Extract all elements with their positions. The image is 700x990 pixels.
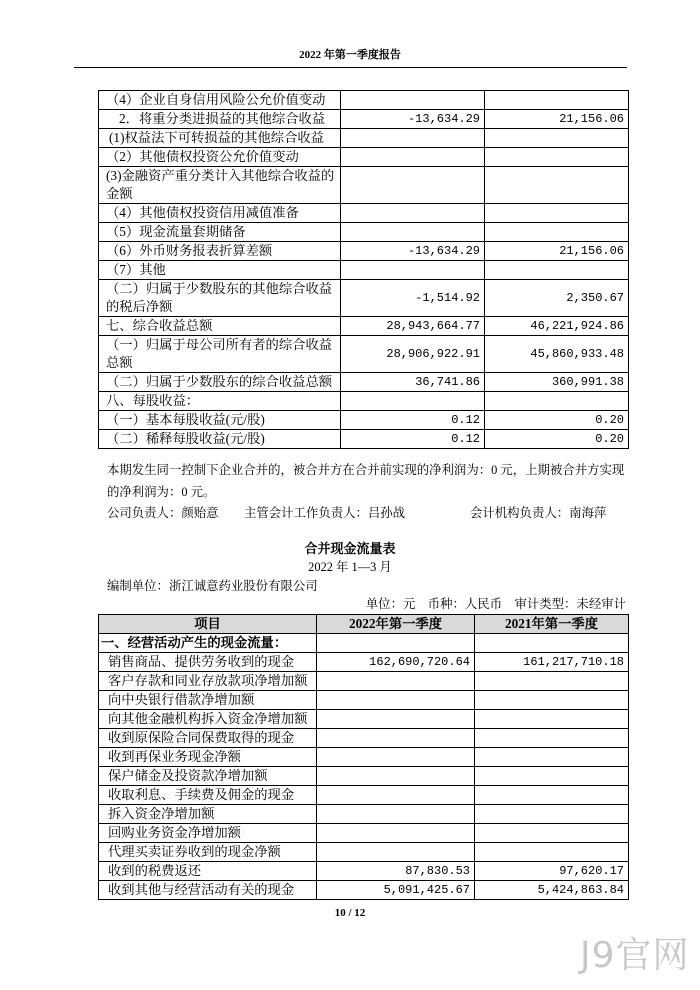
cash-flow-row [99,672,629,691]
income-table-row [99,430,629,449]
row-label: 收取利息、手续费及佣金的现金 [99,786,317,805]
row-label: 保户储金及投资款净增加额 [99,767,317,786]
current-period-value: 0.12 [341,430,485,449]
current-period-value [341,129,485,148]
prior-period-value: 2,350.67 [485,280,629,317]
current-period-value [317,786,475,805]
column-header-item: 项目 [99,615,317,634]
cash-flow-row [99,805,629,824]
row-label: 收到原保险合同保费取得的现金 [99,729,317,748]
current-period-value [341,91,485,110]
row-label: 向其他金融机构拆入资金净增加额 [99,710,317,729]
page-number: 10 / 12 [334,907,366,919]
current-period-value [317,767,475,786]
income-table-row [99,148,629,167]
current-period-value [317,729,475,748]
cash-flow-row [99,748,629,767]
column-header-prior-period: 2021年第一季度 [475,615,629,634]
prior-period-value [485,223,629,242]
row-label: 八、每股收益： [99,392,341,411]
row-label: （一）归属于母公司所有者的综合收益总额 [99,336,341,373]
prior-period-value [475,691,629,710]
income-table-row [99,167,629,204]
prior-period-value [475,672,629,691]
current-period-value [341,204,485,223]
prior-period-value [475,824,629,843]
cash-flow-row [99,862,629,881]
prior-period-value: 21,156.06 [485,110,629,129]
current-period-value [341,392,485,411]
row-label: 收到再保业务现金净额 [99,748,317,767]
income-table-row [99,373,629,392]
income-table-row [99,261,629,280]
row-label: 一、经营活动产生的现金流量： [99,634,317,653]
prior-period-value [475,748,629,767]
row-label: （4）其他债权投资信用减值准备 [99,204,341,223]
cash-flow-title: 合并现金流量表 [304,541,396,556]
current-period-value [317,672,475,691]
cash-flow-row [99,824,629,843]
income-table-row [99,223,629,242]
income-table-row [99,242,629,261]
row-label: （2）其他债权投资公允价值变动 [99,148,341,167]
report-header-title: 2022 年第一季度报告 [299,49,401,61]
row-label: （二）归属于少数股东的其他综合收益的税后净额 [99,280,341,317]
merger-note: 本期发生同一控制下企业合并的，被合并方在合并前实现的净利润为：0 元，上期被合并方实现的净利润为：0 元。 [107,463,625,499]
cash-flow-period: 2022 年 1—3 月 [308,560,392,574]
current-period-value [317,634,475,653]
current-period-value [341,223,485,242]
current-period-value [317,805,475,824]
cash-flow-row [99,767,629,786]
income-table-row [99,110,629,129]
prior-period-value [485,91,629,110]
prior-period-value [475,634,629,653]
current-period-value [341,148,485,167]
prior-period-value: 360,991.38 [485,373,629,392]
income-table-row [99,392,629,411]
current-period-value: -13,634.29 [341,242,485,261]
current-period-value: 162,690,720.64 [317,653,475,672]
row-label: (3)金融资产重分类计入其他综合收益的金额 [99,167,341,204]
current-period-value: 28,906,922.91 [341,336,485,373]
prior-period-value [485,167,629,204]
prior-period-value [475,729,629,748]
unit-currency-audit-line: 单位：元 币种：人民币 审计类型：未经审计 [365,597,626,611]
cash-flow-header-row [99,615,629,634]
prior-period-value: 0.20 [485,411,629,430]
income-table-row [99,280,629,317]
comprehensive-income-table [98,90,629,449]
cash-flow-row [99,729,629,748]
accounting-head-signature: 主管会计工作负责人：吕孙战 [244,506,406,520]
prior-period-value [485,261,629,280]
income-table-row [99,204,629,223]
prior-period-value [475,767,629,786]
current-period-value [341,261,485,280]
column-header-current-period: 2022年第一季度 [317,615,475,634]
current-period-value [317,691,475,710]
current-period-value: -1,514.92 [341,280,485,317]
row-label: 七、综合收益总额 [99,317,341,336]
current-period-value [317,824,475,843]
site-watermark: J9官网 [580,935,690,976]
cash-flow-table-body [99,634,629,900]
prior-period-value: 5,424,863.84 [475,881,629,900]
row-label: 2．将重分类进损益的其他综合收益 [99,110,341,129]
row-label: （7）其他 [99,261,341,280]
current-period-value: -13,634.29 [341,110,485,129]
cash-flow-row [99,843,629,862]
prior-period-value [475,805,629,824]
row-label: 回购业务资金净增加额 [99,824,317,843]
row-label: 代理买卖证券收到的现金净额 [99,843,317,862]
current-period-value [317,843,475,862]
prior-period-value [475,843,629,862]
cash-flow-row [99,691,629,710]
income-table-row [99,411,629,430]
cash-flow-row [99,710,629,729]
company-head-signature: 公司负责人：颜贻意 [107,506,219,520]
prior-period-value: 97,620.17 [475,862,629,881]
cash-flow-row [99,881,629,900]
prior-period-value: 161,217,710.18 [475,653,629,672]
row-label: 拆入资金净增加额 [99,805,317,824]
prior-period-value: 0.20 [485,430,629,449]
current-period-value: 28,943,664.77 [341,317,485,336]
cash-flow-row [99,634,629,653]
prior-period-value [475,786,629,805]
current-period-value: 0.12 [341,411,485,430]
income-table-row [99,317,629,336]
prior-period-value: 46,221,924.86 [485,317,629,336]
row-label: （4）企业自身信用风险公允价值变动 [99,91,341,110]
income-table-row [99,91,629,110]
prior-period-value [475,710,629,729]
row-label: （二）归属于少数股东的综合收益总额 [99,373,341,392]
current-period-value [317,748,475,767]
row-label: （5）现金流量套期储备 [99,223,341,242]
prior-period-value [485,129,629,148]
row-label: 向中央银行借款净增加额 [99,691,317,710]
cash-flow-row [99,653,629,672]
row-label: 销售商品、提供劳务收到的现金 [99,653,317,672]
current-period-value: 87,830.53 [317,862,475,881]
row-label: （6）外币财务报表折算差额 [99,242,341,261]
prior-period-value [485,148,629,167]
row-label: (1)权益法下可转损益的其他综合收益 [99,129,341,148]
cash-flow-table [98,614,629,900]
row-label: 客户存款和同业存放款项净增加额 [99,672,317,691]
prior-period-value: 21,156.06 [485,242,629,261]
income-table-row [99,336,629,373]
income-table-row [99,129,629,148]
prior-period-value: 45,860,933.48 [485,336,629,373]
row-label: 收到的税费返还 [99,862,317,881]
row-label: 收到其他与经营活动有关的现金 [99,881,317,900]
current-period-value [341,167,485,204]
accounting-institution-head-signature: 会计机构负责人：南海萍 [470,506,607,520]
row-label: （一）基本每股收益(元/股) [99,411,341,430]
row-label: （二）稀释每股收益(元/股) [99,430,341,449]
prior-period-value [485,392,629,411]
prior-period-value [485,204,629,223]
comprehensive-income-table-body [99,91,629,449]
current-period-value: 36,741.86 [341,373,485,392]
cash-flow-row [99,786,629,805]
current-period-value: 5,091,425.67 [317,881,475,900]
current-period-value [317,710,475,729]
header-divider [74,67,627,68]
preparer-line: 编制单位：浙江诚意药业股份有限公司 [107,579,318,593]
